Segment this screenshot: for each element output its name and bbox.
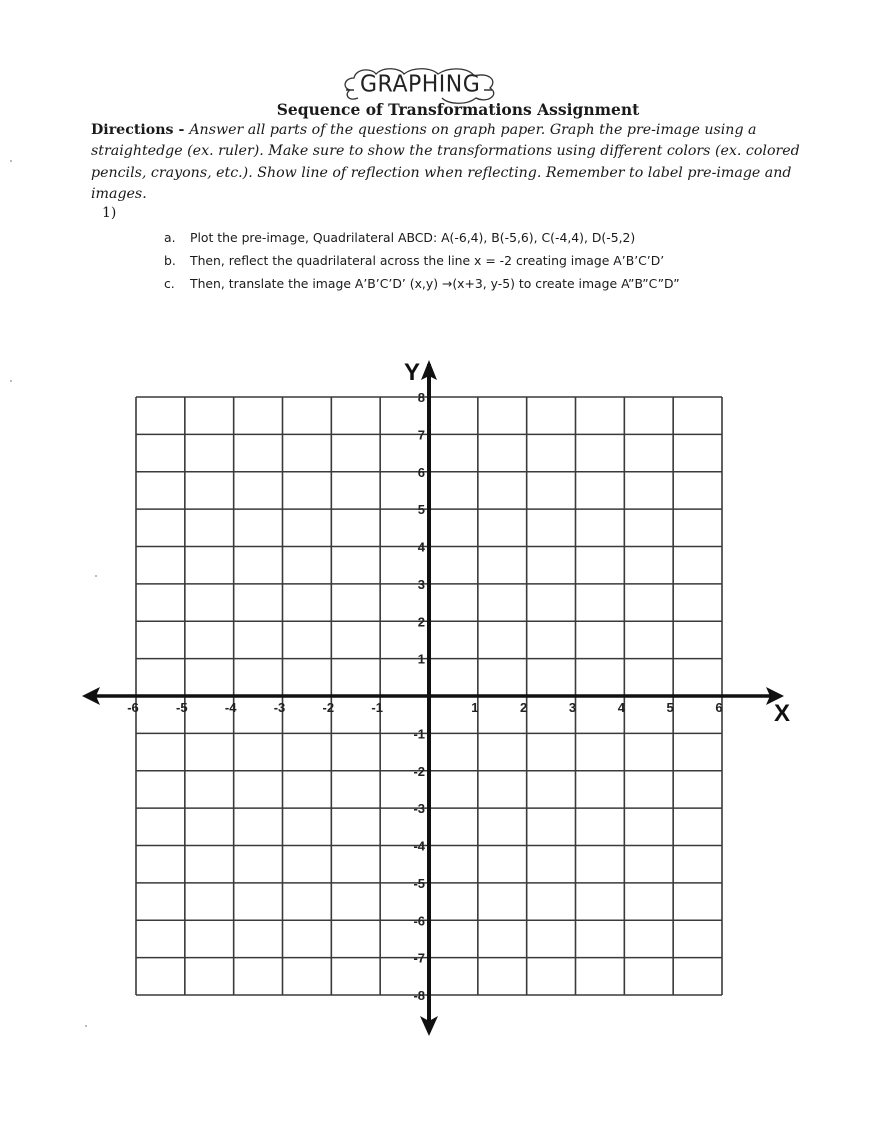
y-tick-label: -7 [413,950,425,966]
part-text: Plot the pre-image, Quadrilateral ABCD: A(-6,4), B(-5,6), C(-4,4), D(-5,2) [190,230,636,245]
x-tick-label: 4 [617,700,625,715]
x-tick-label: 5 [666,700,674,715]
scan-speck [95,575,97,577]
y-tick-label: -3 [413,801,425,817]
x-tick-label: -5 [176,700,188,715]
x-tick-label: 6 [715,700,723,715]
y-tick-label: -1 [413,726,425,742]
directions-label: Directions - [91,122,190,138]
y-tick-label: -5 [413,875,425,891]
part-letter: b. [164,253,176,268]
y-tick-label: 2 [417,614,425,630]
y-tick-label: 6 [417,464,425,480]
scan-speck [10,160,12,162]
x-tick-label: -4 [224,700,237,715]
y-tick-label: 7 [417,427,425,443]
x-tick-label: 1 [471,700,479,715]
x-tick-label: 2 [520,700,528,715]
page-title: Sequence of Transformations Assignment [276,100,640,119]
y-tick-label: 4 [417,539,425,555]
y-tick-label: 1 [417,651,425,667]
x-tick-label: -1 [371,700,383,715]
x-tick-label: -3 [273,700,286,715]
part-letter: a. [164,230,176,245]
scan-speck [10,380,12,382]
y-tick-label: -2 [413,763,425,779]
y-tick-label: -4 [413,838,425,854]
part-text: Then, translate the image A’B’C’D’ (x,y) →(x+3, y-5) to create image A”B”C”D” [190,276,680,291]
y-axis-label: Y [403,359,421,386]
handwritten-text: GRAPHING [360,71,481,98]
y-tick-label: -8 [413,988,425,1003]
x-tick-label: -6 [127,700,139,715]
part-text: Then, reflect the quadrilateral across the line x = -2 creating image A’B’C’D’ [190,253,665,268]
x-axis-label: X [773,700,791,727]
x-tick-label: 3 [568,700,577,715]
part-letter: c. [164,276,175,291]
y-tick-label: 5 [417,502,425,518]
y-tick-label: -6 [413,913,425,929]
directions-text: Answer all parts of the questions on graph paper. Graph the pre-image using a straightedge (ex. ruler). Make sure to show the transformations using different colors (ex. colored pencils, crayons, etc.). Show line of reflection when reflecting. Remember to label pre-image and images. [91,122,800,202]
x-tick-label: -2 [322,700,335,715]
y-tick-label: 3 [417,576,425,592]
scan-speck [85,1025,87,1027]
question-number: 1) [102,205,117,221]
y-tick-label: 8 [417,390,425,405]
